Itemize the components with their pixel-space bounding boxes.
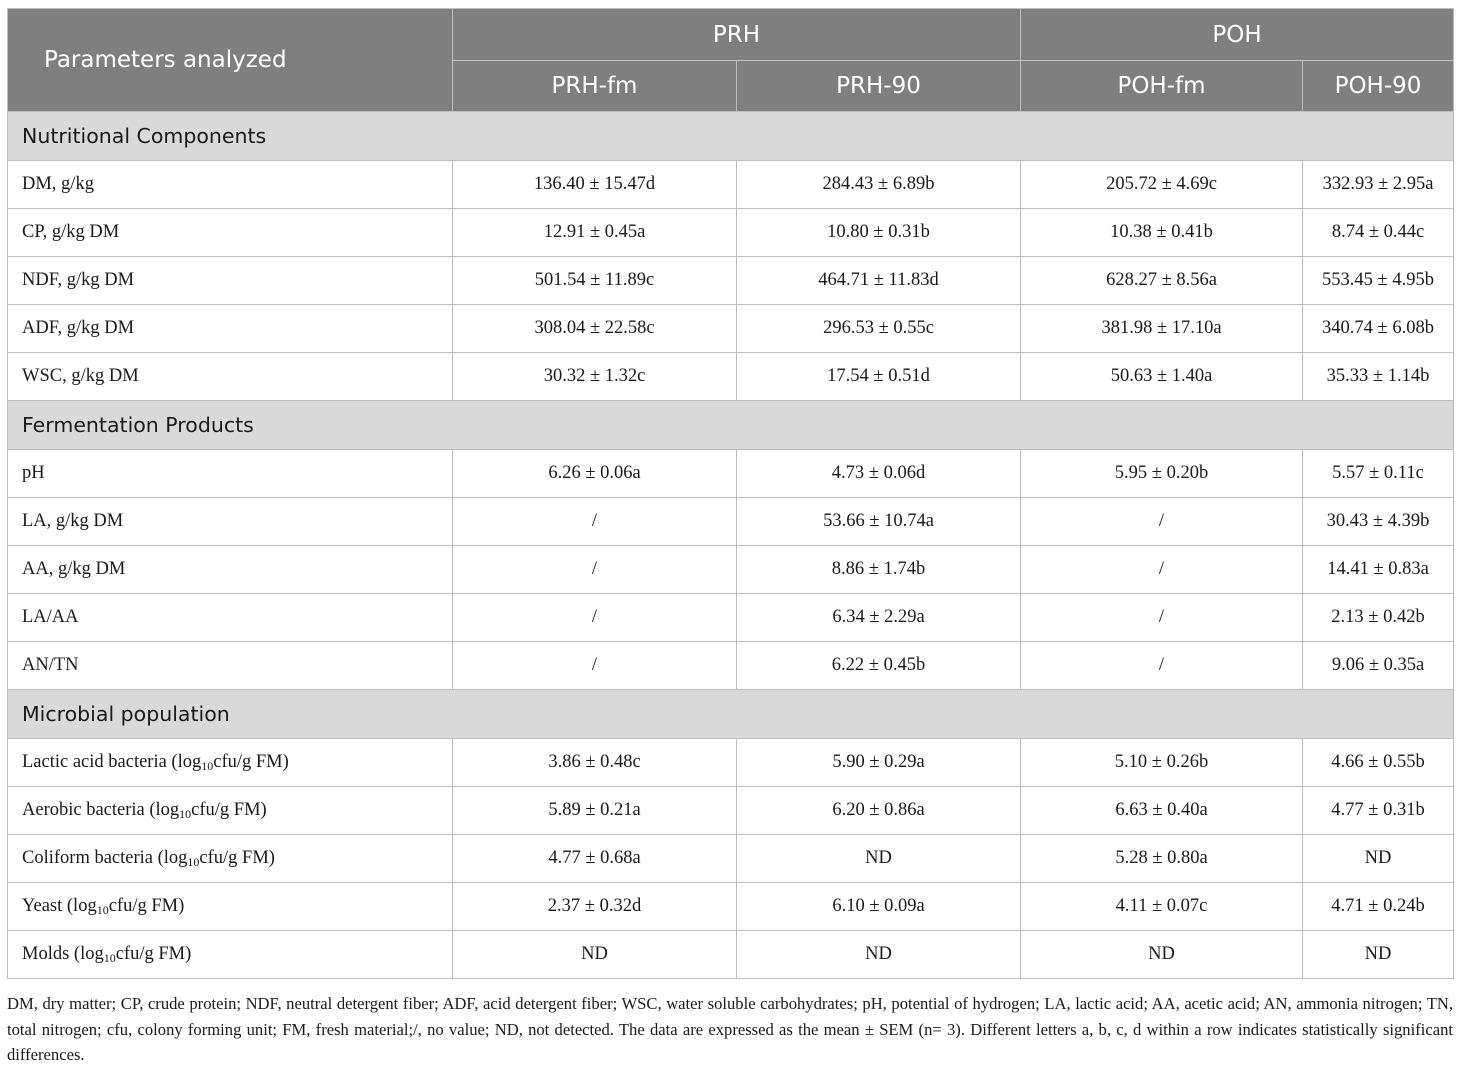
table-row (8, 257, 1454, 305)
table-body (8, 112, 1454, 979)
section-row (8, 401, 1454, 450)
data-table-container (7, 8, 1453, 979)
label-text: Molds (log (22, 944, 104, 964)
table-cell: 340.74 ± 6.08b (1303, 305, 1454, 353)
row-label: pH (8, 450, 453, 498)
table-row (8, 305, 1454, 353)
label-text: cfu/g FM) (108, 896, 185, 916)
table-cell: 4.77 ± 0.31b (1303, 787, 1454, 835)
row-label: DM, g/kg (8, 161, 453, 209)
table-cell: 628.27 ± 8.56a (1021, 257, 1303, 305)
parameters-header: Parameters analyzed (8, 9, 453, 112)
table-cell: 10.38 ± 0.41b (1021, 209, 1303, 257)
section-title-fermentation: Fermentation Products (8, 401, 1454, 450)
table-cell: 50.63 ± 1.40a (1021, 353, 1303, 401)
label-text: Aerobic bacteria (log (22, 800, 180, 820)
table-cell: 6.22 ± 0.45b (737, 642, 1021, 690)
table-cell: 5.10 ± 0.26b (1021, 739, 1303, 787)
table-cell: 6.34 ± 2.29a (737, 594, 1021, 642)
table-cell: 296.53 ± 0.55c (737, 305, 1021, 353)
table-cell: 553.45 ± 4.95b (1303, 257, 1454, 305)
group-header-prh: PRH (453, 9, 1021, 61)
table-row (8, 498, 1454, 546)
table-cell: / (1021, 546, 1303, 594)
table-cell: 17.54 ± 0.51d (737, 353, 1021, 401)
row-label: LA/AA (8, 594, 453, 642)
table-row (8, 450, 1454, 498)
label-subscript: 10 (179, 807, 192, 821)
table-cell: 35.33 ± 1.14b (1303, 353, 1454, 401)
table-cell: 30.32 ± 1.32c (453, 353, 737, 401)
table-cell: 8.74 ± 0.44c (1303, 209, 1454, 257)
group-header-poh: POH (1021, 9, 1454, 61)
table-row (8, 594, 1454, 642)
label-text: cfu/g FM) (115, 944, 192, 964)
label-text: Coliform bacteria (log (22, 848, 188, 868)
table-row (8, 883, 1454, 931)
table-cell: 332.93 ± 2.95a (1303, 161, 1454, 209)
section-title-nutritional: Nutritional Components (8, 112, 1454, 161)
row-label (8, 787, 453, 835)
row-label (8, 739, 453, 787)
table-row (8, 931, 1454, 979)
label-text: Lactic acid bacteria (log (22, 752, 202, 772)
label-subscript: 10 (103, 951, 116, 965)
table-cell: 2.37 ± 0.32d (453, 883, 737, 931)
table-cell: / (1021, 594, 1303, 642)
table-cell: 6.20 ± 0.86a (737, 787, 1021, 835)
table-row (8, 353, 1454, 401)
section-row (8, 112, 1454, 161)
table-cell: ND (1303, 835, 1454, 883)
table-cell: / (453, 642, 737, 690)
row-label: ADF, g/kg DM (8, 305, 453, 353)
table-row (8, 787, 1454, 835)
table-cell: 4.66 ± 0.55b (1303, 739, 1454, 787)
table-cell: 4.73 ± 0.06d (737, 450, 1021, 498)
row-label: CP, g/kg DM (8, 209, 453, 257)
label-subscript: 10 (96, 903, 109, 917)
table-cell: 205.72 ± 4.69c (1021, 161, 1303, 209)
table-cell: ND (737, 835, 1021, 883)
table-cell: 4.71 ± 0.24b (1303, 883, 1454, 931)
table-cell: 30.43 ± 4.39b (1303, 498, 1454, 546)
row-label: WSC, g/kg DM (8, 353, 453, 401)
label-text: cfu/g FM) (213, 752, 289, 772)
table-cell: ND (1303, 931, 1454, 979)
row-label (8, 931, 453, 979)
table-cell: 8.86 ± 1.74b (737, 546, 1021, 594)
table-cell: 381.98 ± 17.10a (1021, 305, 1303, 353)
table-cell: 501.54 ± 11.89c (453, 257, 737, 305)
row-label (8, 835, 453, 883)
table-cell: 5.28 ± 0.80a (1021, 835, 1303, 883)
row-label: LA, g/kg DM (8, 498, 453, 546)
table-cell: 308.04 ± 22.58c (453, 305, 737, 353)
table-cell: 10.80 ± 0.31b (737, 209, 1021, 257)
section-title-microbial: Microbial population (8, 690, 1454, 739)
table-cell: 464.71 ± 11.83d (737, 257, 1021, 305)
table-cell: 6.10 ± 0.09a (737, 883, 1021, 931)
column-header-prh-fm: PRH-fm (453, 61, 737, 112)
table-cell: 5.89 ± 0.21a (453, 787, 737, 835)
label-subscript: 10 (187, 855, 200, 869)
row-label (8, 883, 453, 931)
table-cell: / (453, 594, 737, 642)
row-label: NDF, g/kg DM (8, 257, 453, 305)
table-cell: / (1021, 498, 1303, 546)
table-row (8, 739, 1454, 787)
column-header-poh-90: POH-90 (1303, 61, 1454, 112)
table-cell: 4.11 ± 0.07c (1021, 883, 1303, 931)
table-cell: 284.43 ± 6.89b (737, 161, 1021, 209)
table-cell: 53.66 ± 10.74a (737, 498, 1021, 546)
section-row (8, 690, 1454, 739)
row-label: AA, g/kg DM (8, 546, 453, 594)
results-table (7, 8, 1454, 979)
table-cell: / (453, 498, 737, 546)
table-cell: 6.63 ± 0.40a (1021, 787, 1303, 835)
table-cell: 12.91 ± 0.45a (453, 209, 737, 257)
column-header-prh-90: PRH-90 (737, 61, 1021, 112)
table-cell: 4.77 ± 0.68a (453, 835, 737, 883)
label-text: cfu/g FM) (191, 800, 267, 820)
label-text: cfu/g FM) (199, 848, 275, 868)
table-cell: ND (1021, 931, 1303, 979)
table-cell: 5.57 ± 0.11c (1303, 450, 1454, 498)
table-cell: / (453, 546, 737, 594)
table-cell: ND (453, 931, 737, 979)
row-label: AN/TN (8, 642, 453, 690)
table-cell: 5.90 ± 0.29a (737, 739, 1021, 787)
table-row (8, 161, 1454, 209)
table-cell: 5.95 ± 0.20b (1021, 450, 1303, 498)
table-cell: 9.06 ± 0.35a (1303, 642, 1454, 690)
table-cell: 2.13 ± 0.42b (1303, 594, 1454, 642)
table-row (8, 546, 1454, 594)
table-header (8, 9, 1454, 112)
column-header-poh-fm: POH-fm (1021, 61, 1303, 112)
label-subscript: 10 (201, 759, 214, 773)
table-row (8, 642, 1454, 690)
table-cell: 14.41 ± 0.83a (1303, 546, 1454, 594)
table-row (8, 835, 1454, 883)
table-cell: / (1021, 642, 1303, 690)
table-cell: ND (737, 931, 1021, 979)
table-row (8, 209, 1454, 257)
label-text: Yeast (log (22, 896, 97, 916)
table-cell: 6.26 ± 0.06a (453, 450, 737, 498)
table-cell: 136.40 ± 15.47d (453, 161, 737, 209)
table-footnote: DM, dry matter; CP, crude protein; NDF, neutral detergent fiber; ADF, acid detergent fiber; WSC, water soluble carbohydrates; pH, potential of hydrogen; LA, lactic acid; AA, acetic acid; AN, ammonia nitrogen; TN, total nitrogen; cfu, colony forming unit; FM, fresh material;/, no value; ND, not detected. The data are expressed as the mean ± SEM (n= 3). Different letters a, b, c, d within a row indicates statistically significant differences. (7, 994, 1453, 1064)
table-cell: 3.86 ± 0.48c (453, 739, 737, 787)
